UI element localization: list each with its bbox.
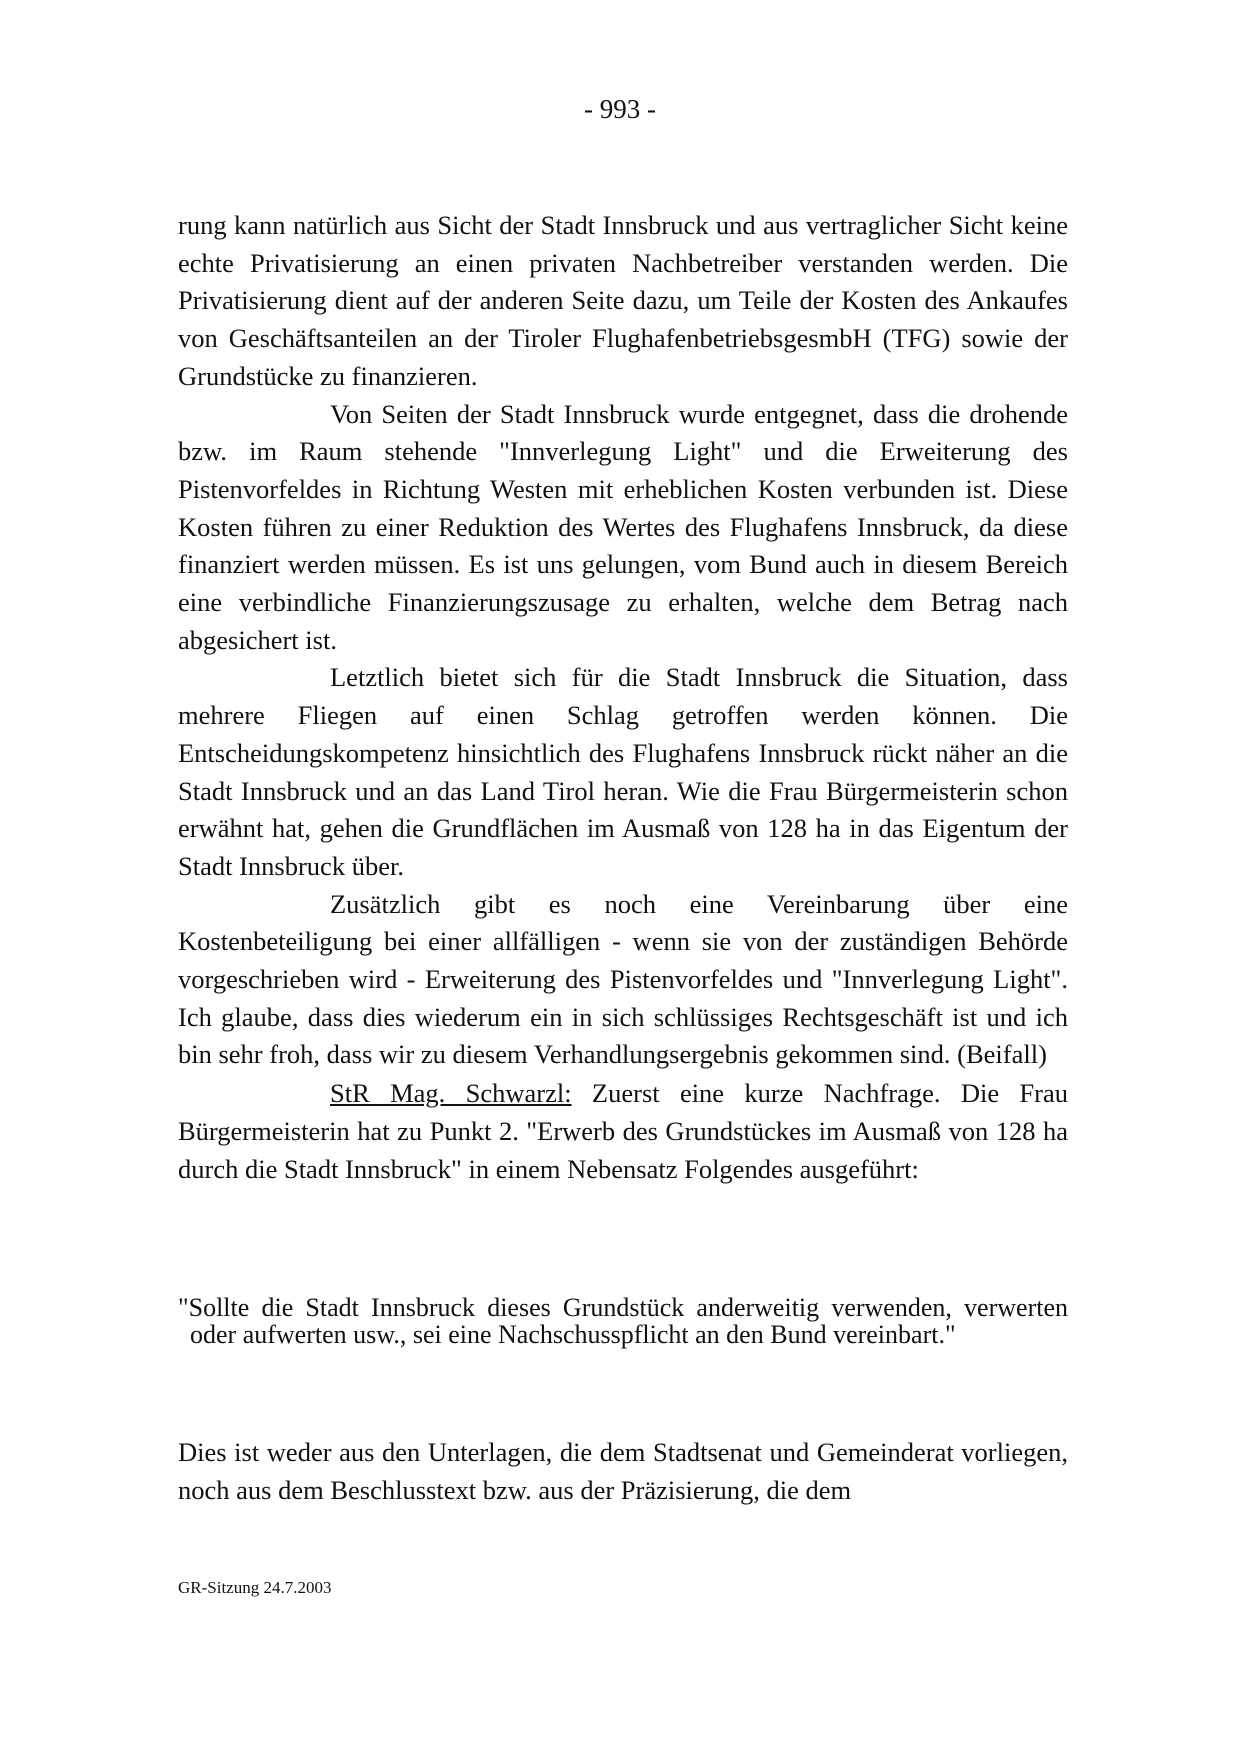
body-text: [178, 207, 1068, 1188]
speaker-name: StR Mag. Schwarzl:: [330, 1078, 572, 1109]
closing-paragraph: Dies ist weder aus den Unterlagen, die dem Stadtsenat und Gemeinderat vorliegen, noch aus dem Beschlusstext bzw. aus der Präzisierung, die dem: [178, 1437, 1068, 1505]
paragraph-4: Zusätzlich gibt es noch eine Vereinbarung über eine Kostenbeteiligung bei einer allfälligen - wenn sie von der zuständigen Behörde vorgeschrieben wird - Erweiterung des Pistenvorfeldes und "Innverlegung Light". Ich glaube, dass dies wiederum ein in sich schlüssiges Rechtsgeschäft ist und ich bin sehr froh, dass wir zu diesem Verhandlungsergebnis gekommen sind. (Beifall): [178, 888, 1068, 1070]
paragraph-3: Letztlich bietet sich für die Stadt Innsbruck die Situation, dass mehrere Fliegen auf einen Schlag getroffen werden können. Die Entscheidungskompetenz hinsichtlich des Flughafens Innsbruck rückt näher an die Stadt Innsbruck und an das Land Tirol heran. Wie die Frau Bürgermeisterin schon erwähnt hat, gehen die Grundflächen im Ausmaß von 128 ha in das Eigentum der Stadt Innsbruck über.: [178, 662, 1068, 881]
paragraph-2: Von Seiten der Stadt Innsbruck wurde entgegnet, dass die drohende bzw. im Raum stehende "Innverlegung Light" und die Erweiterung des Pistenvorfeldes in Richtung Westen mit erheblichen Kosten verbunden ist. Diese Kosten führen zu einer Reduktion des Wertes des Flughafens Innsbruck, da diese finanziert werden müssen. Es ist uns gelungen, vom Bund auch in diesem Bereich eine verbindliche Finanzierungszusage zu erhalten, welche dem Betrag nach abgesichert ist.: [178, 398, 1068, 655]
paragraph-1: rung kann natürlich aus Sicht der Stadt Innsbruck und aus vertraglicher Sicht keine echte Privatisierung an einen privaten Nachbetreiber verstanden werden. Die Privatisierung dient auf der anderen Seite dazu, um Teile der Kosten des Ankaufes von Geschäftsanteilen an der Tiroler FlughafenbetriebsgesmbH (TFG) sowie der Grundstücke zu finanzieren.: [178, 210, 1068, 391]
footer: GR-Sitzung 24.7.2003: [178, 1578, 332, 1597]
speech-paragraph: [178, 1074, 1068, 1188]
speech-text: Zuerst eine kurze Nachfrage. Die Frau Bürgermeisterin hat zu Punkt 2. "Erwerb des Grundstückes im Ausmaß von 128 ha durch die Stadt Innsbruck" in einem Nebensatz Folgendes ausgeführt:: [178, 1078, 1069, 1185]
page-number: - 993 -: [584, 94, 656, 124]
quotation: "Sollte die Stadt Innsbruck dieses Grundstück anderweitig verwenden, verwerten oder aufwerten usw., sei eine Nachschusspflicht an den Bund vereinbart.": [178, 1293, 1068, 1349]
